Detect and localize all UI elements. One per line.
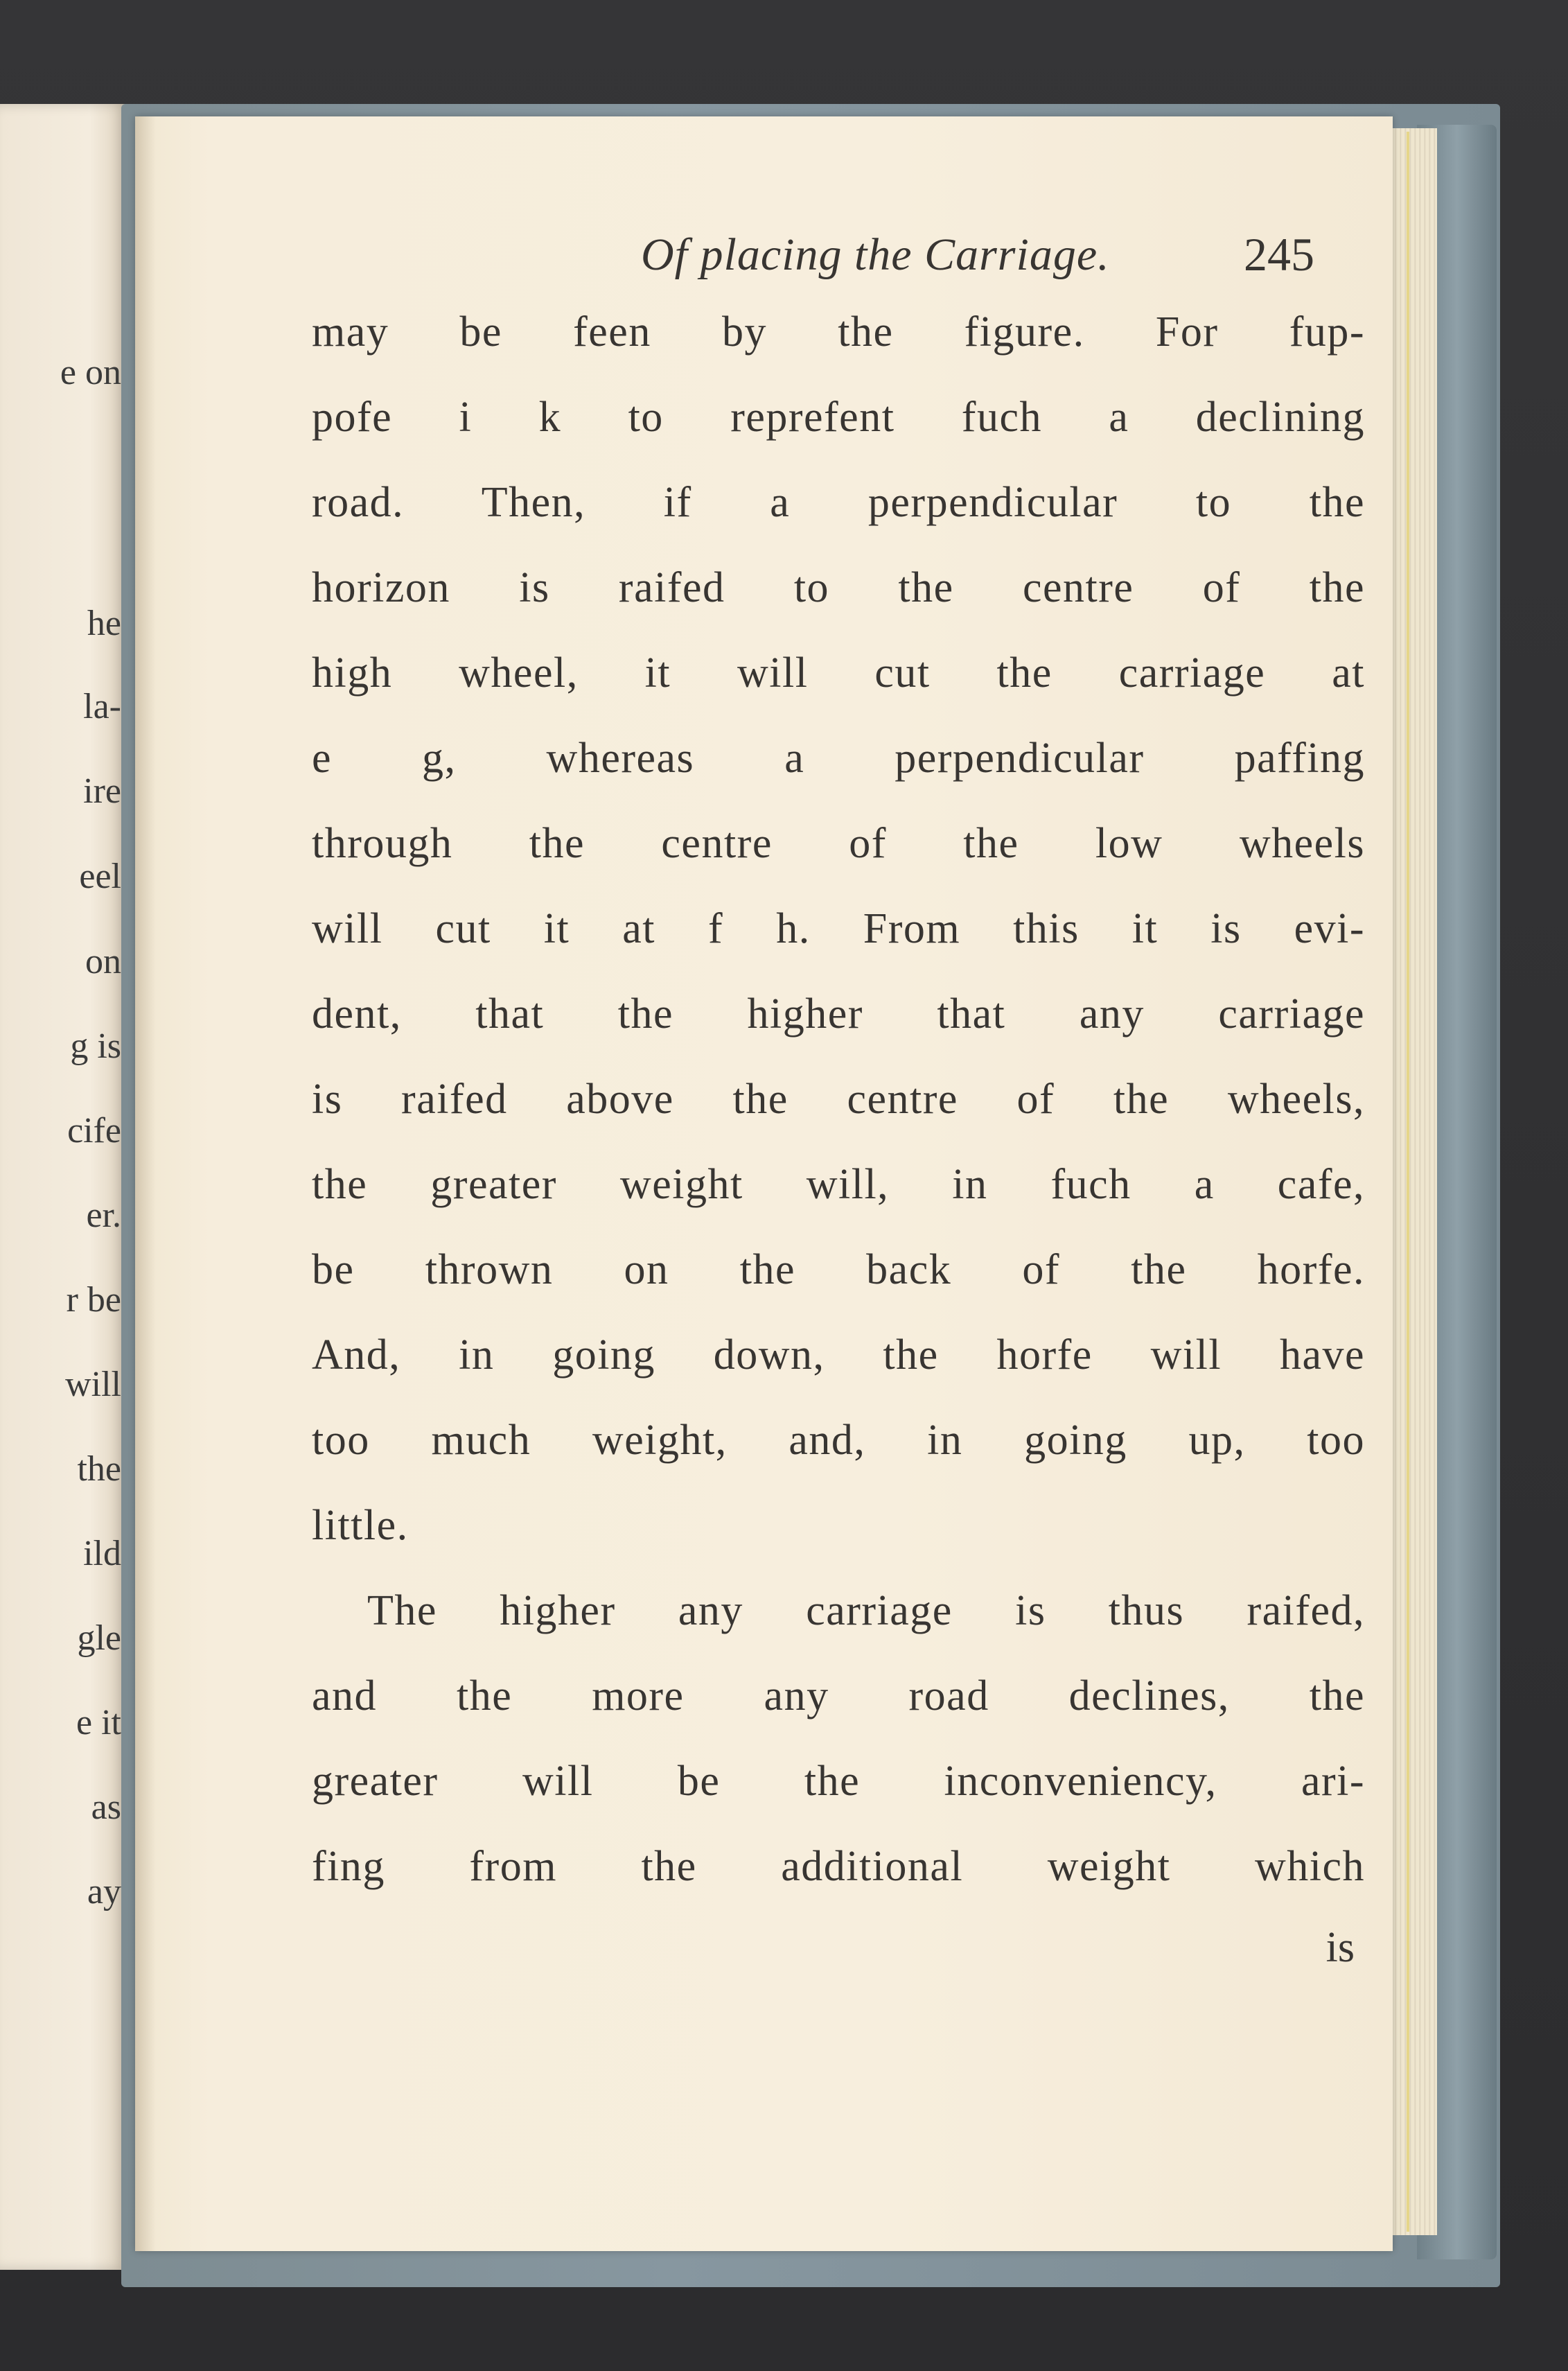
left-page-fragment: eel [79, 857, 121, 896]
left-page-fragment: e it [76, 1703, 121, 1742]
text-line: road. Then, if a perpendicular to the [312, 479, 1365, 526]
gutter-shadow [135, 116, 156, 2251]
text-line: will cut it at f h. From this it is evi- [312, 905, 1365, 952]
left-page-fragment: on [85, 942, 121, 981]
left-page-fragment: g is [70, 1026, 121, 1066]
running-title: Of placing the Carriage. [641, 229, 1110, 280]
left-page-fragment: he [87, 604, 121, 643]
left-page-fragment: cife [67, 1111, 121, 1150]
left-page-fragment: as [91, 1787, 121, 1827]
text-line: through the centre of the low wheels [312, 820, 1365, 867]
left-page-fragment: e on [60, 353, 121, 392]
text-line: greater will be the inconveniency, ari- [312, 1758, 1365, 1805]
text-line: e g, whereas a perpendicular paffing [312, 735, 1365, 782]
left-facing-page [0, 104, 128, 2270]
left-page-fragment: gle [77, 1618, 121, 1658]
page-text-block [312, 213, 1365, 1986]
text-line: too much weight, and, in going up, too [312, 1417, 1365, 1464]
left-page-fragment: r be [66, 1280, 121, 1320]
text-line: dent, that the higher that any carriage [312, 990, 1365, 1038]
left-page-fragment: ay [87, 1872, 121, 1911]
left-page-fragment: er. [86, 1196, 121, 1235]
page-edge-highlight [1407, 132, 1409, 2232]
left-page-fragment: ire [83, 771, 121, 811]
text-line: And, in going down, the horfe will have [312, 1331, 1365, 1379]
catchword: is [1325, 1924, 1355, 1971]
text-line: be thrown on the back of the horfe. [312, 1246, 1365, 1293]
page-number: 245 [1244, 228, 1314, 281]
text-line: is raifed above the centre of the wheels, [312, 1076, 1365, 1123]
book-page [135, 116, 1393, 2251]
text-line: fing from the additional weight which [312, 1843, 1365, 1890]
left-page-fragment: la- [83, 687, 121, 726]
left-page-fragment: will [65, 1365, 121, 1404]
text-line: the greater weight will, in fuch a cafe, [312, 1161, 1365, 1208]
text-line: high wheel, it will cut the carriage at [312, 649, 1365, 697]
text-line: pofe i k to reprefent fuch a declining [312, 394, 1365, 441]
page-edges [1386, 128, 1437, 2235]
left-page-fragment: the [77, 1449, 121, 1489]
text-line: may be feen by the figure. For fup- [312, 308, 1365, 356]
left-page-fragment: ild [83, 1534, 121, 1573]
text-line-paragraph-start: The higher any carriage is thus raifed, [367, 1587, 1365, 1634]
page-header [312, 213, 1365, 290]
text-line: little. [312, 1502, 409, 1549]
text-line: horizon is raifed to the centre of the [312, 564, 1365, 611]
text-line: and the more any road declines, the [312, 1672, 1365, 1720]
catchword-row [312, 1909, 1365, 1986]
